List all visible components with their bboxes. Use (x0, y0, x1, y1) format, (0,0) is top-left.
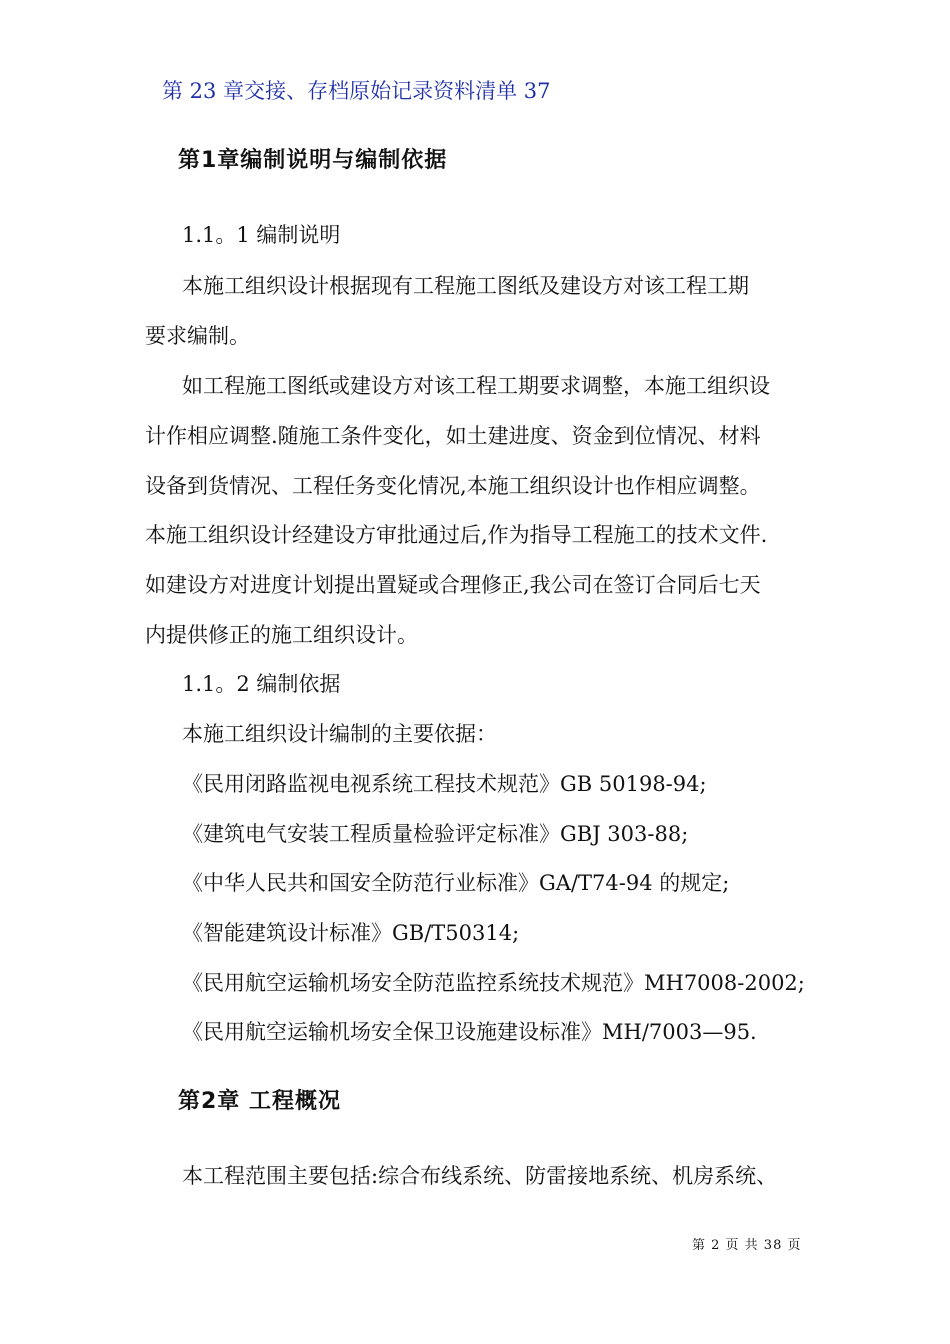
page-number-footer: 第 2 页 共 38 页 (692, 1238, 802, 1253)
paragraph-line: 如建设方对进度计划提出置疑或合理修正,我公司在签订合同后七天 (145, 573, 761, 597)
toc-entry-link[interactable]: 第 23 章交接、存档原始记录资料清单 37 (162, 79, 551, 103)
section-1-1-2-heading: 1.1。2 编制依据 (182, 672, 341, 696)
paragraph-line: 本施工组织设计根据现有工程施工图纸及建设方对该工程工期 (182, 274, 749, 298)
basis-intro: 本施工组织设计编制的主要依据： (182, 722, 497, 746)
basis-list-item: 《中华人民共和国安全防范行业标准》GA/T74-94 的规定; (182, 871, 730, 895)
paragraph-line: 本施工组织设计经建设方审批通过后,作为指导工程施工的技术文件. (145, 523, 768, 547)
chapter-2-heading: 第2章 工程概况 (178, 1089, 341, 1114)
chapter-1-heading: 第1章编制说明与编制依据 (178, 148, 448, 173)
basis-list-item: 《智能建筑设计标准》GB/T50314; (182, 921, 520, 945)
basis-list-item: 《民用航空运输机场安全防范监控系统技术规范》MH7008-2002; (182, 971, 805, 995)
paragraph-line: 设备到货情况、工程任务变化情况,本施工组织设计也作相应调整。 (145, 474, 761, 498)
paragraph-line: 内提供修正的施工组织设计。 (145, 623, 418, 647)
basis-list-item: 《民用闭路监视电视系统工程技术规范》GB 50198-94; (182, 772, 707, 796)
basis-list-item: 《建筑电气安装工程质量检验评定标准》GBJ 303-88; (182, 822, 689, 846)
paragraph-line: 如工程施工图纸或建设方对该工程工期要求调整，本施工组织设 (182, 374, 770, 398)
paragraph-line: 要求编制。 (145, 324, 250, 348)
paragraph-line: 本工程范围主要包括:综合布线系统、防雷接地系统、机房系统、 (182, 1164, 778, 1188)
paragraph-line: 计作相应调整.随施工条件变化，如土建进度、资金到位情况、材料 (145, 424, 761, 448)
basis-list-item: 《民用航空运输机场安全保卫设施建设标准》MH/7003—95. (182, 1020, 757, 1044)
section-1-1-1-heading: 1.1。1 编制说明 (182, 223, 341, 247)
